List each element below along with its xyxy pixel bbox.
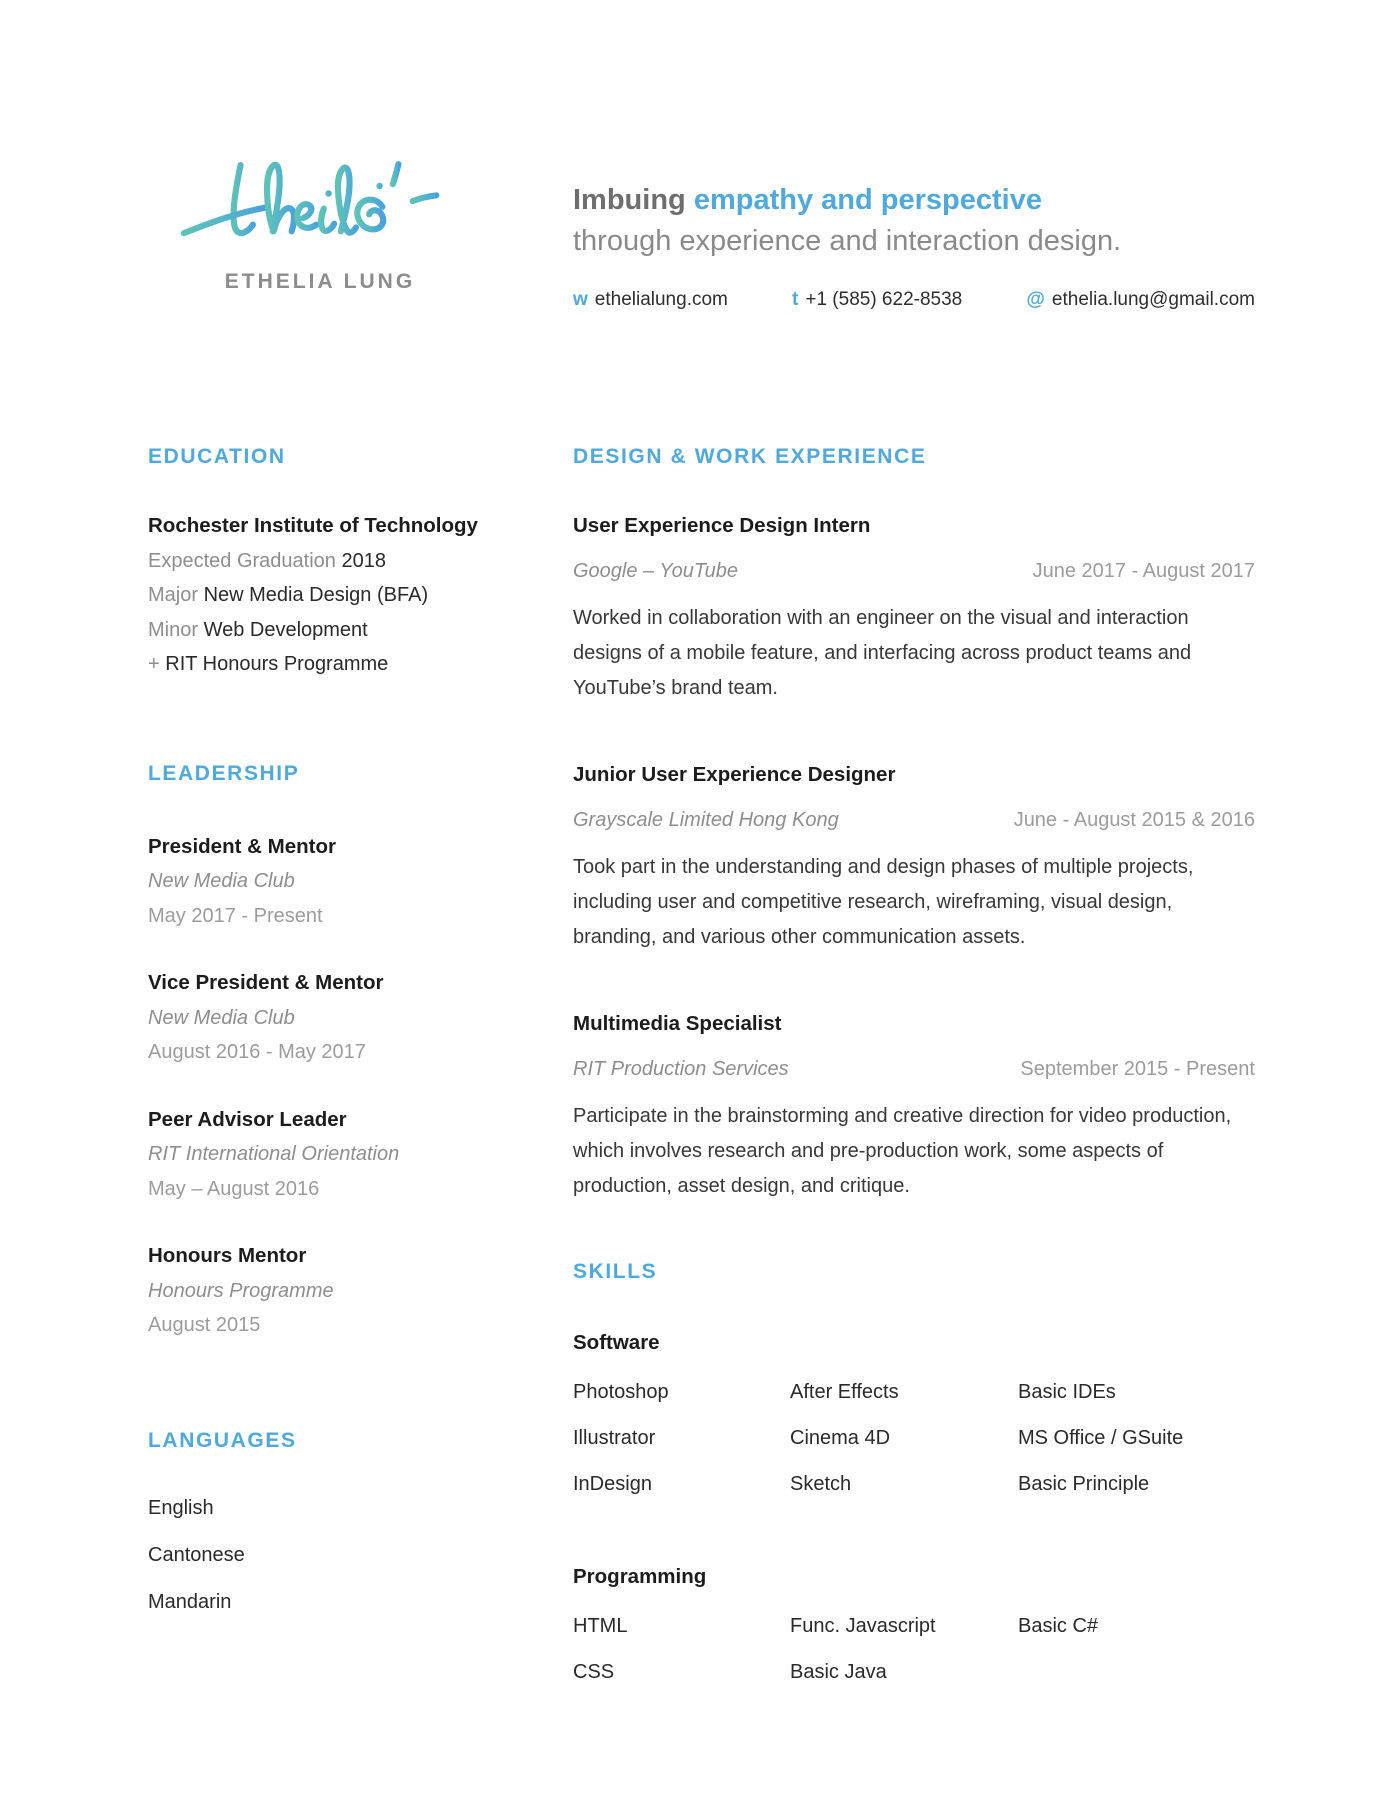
logo-letter-t [234,165,253,233]
job-org: RIT Production Services [573,1058,789,1080]
leadership-item [148,1239,520,1343]
skill-item: HTML [573,1615,628,1637]
logo-sparkle-icon [413,195,437,201]
education-row [148,613,520,648]
programming-skill-grid [573,1614,1255,1706]
website-icon: w [573,289,588,310]
headline [573,180,1255,221]
education-row [148,578,520,613]
languages-heading: LANGUAGES [148,1428,297,1452]
job-meta [573,1056,1255,1082]
job-title: Junior User Experience Designer [573,763,896,786]
job-description: Worked in collaboration with an engineer on the visual and interaction designs of a mobile feature, and interfacing across product teams and YouTube’s brand team. [573,607,1192,699]
skill-item: CSS [573,1661,615,1683]
job-dates: June 2017 - August 2017 [1032,560,1255,582]
job-dates: September 2015 - Present [1020,1058,1255,1080]
logo-sparkle-icon [393,164,399,184]
education-row-value: 2018 [341,549,386,572]
education-heading: EDUCATION [148,445,286,468]
languages-section [148,1429,520,1613]
intro-block [573,180,1255,311]
job-title: User Experience Design Intern [573,514,871,537]
leadership-title: Honours Mentor [148,1244,307,1267]
email-link[interactable]: ethelia.lung@gmail.com [1051,289,1255,310]
education-row-value: RIT Honours Programme [165,653,389,675]
headline-line2: through experience and interaction design. [573,225,1122,257]
phone-icon: t [792,289,799,310]
job-org: Google – YouTube [573,560,738,582]
logo-s-dot [376,183,382,189]
skill-item: Cinema 4D [790,1427,891,1449]
leadership-org: New Media Club [148,870,295,892]
contact-phone [792,289,962,311]
job-description: Took part in the understanding and design phases of multiple projects, including user and competitive research, wireframing, visual design, branding, and various other communication assets. [573,856,1194,948]
skill-item: Illustrator [573,1427,656,1449]
logo-i-dot [325,190,331,196]
brand-name: ETHELIA LUNG [224,270,416,293]
logo-letter-h [267,165,294,232]
leadership-item [148,830,520,934]
job-description: Participate in the brainstorming and creative direction for video production, which involves research and pre-production work, some aspects of production, asset design, and critique. [573,1105,1232,1197]
language-item: Mandarin [148,1590,232,1613]
leadership-item [148,1103,520,1207]
education-row-label: + [148,653,160,675]
education-row-value: Web Development [203,618,368,641]
leadership-item [148,966,520,1070]
leadership-org: Honours Programme [148,1279,334,1302]
job-entry [573,1011,1255,1204]
headline-blue-text: empathy and perspective [693,184,1042,216]
leadership-org: New Media Club [148,1006,295,1029]
email-icon: @ [1026,289,1045,310]
left-column [148,445,520,1613]
education-row-label: Major [148,584,199,606]
software-skill-grid [573,1380,1255,1518]
leadership-dates: August 2016 - May 2017 [148,1041,366,1063]
education-row-label: Expected Graduation [148,549,336,572]
leadership-org: RIT International Orientation [148,1143,400,1165]
logo-letter-s [357,200,383,230]
leadership-title: Vice President & Mentor [148,971,384,994]
brand [148,150,492,294]
education-school: Rochester Institute of Technology [148,514,478,537]
logo-letter-e [297,204,316,228]
education-details [148,509,520,682]
leadership-section [148,762,520,1343]
job-meta [573,558,1255,584]
skill-item: Sketch [790,1473,852,1495]
language-item: Cantonese [148,1543,245,1566]
website-link[interactable]: ethelialung.com [594,289,728,310]
contact-website [573,289,728,311]
skill-item: InDesign [573,1473,652,1495]
job-entry [573,513,1255,706]
phone-number: +1 (585) 622-8538 [805,289,963,310]
leadership-title: President & Mentor [148,834,336,858]
job-org: Grayscale Limited Hong Kong [573,809,839,831]
logo-letter-l [338,168,356,233]
skills-heading: SKILLS [573,1260,658,1283]
job-meta [573,807,1255,833]
skill-item: Basic Java [790,1661,887,1683]
job-dates: June - August 2015 & 2016 [1013,809,1255,831]
skill-item: Basic Principle [1018,1473,1150,1495]
experience-section [573,445,1255,1204]
education-row [148,647,520,682]
education-row [148,544,520,579]
education-section [148,445,520,682]
education-row-label: Minor [148,618,199,641]
skills-group-software: Software [573,1331,660,1354]
language-item: English [148,1496,214,1519]
job-title: Multimedia Specialist [573,1012,782,1035]
skill-item: Basic C# [1018,1615,1099,1637]
contact-row [573,289,1255,311]
skill-item: Func. Javascript [790,1615,936,1637]
skills-group-programming: Programming [573,1565,707,1588]
skills-section [573,1260,1255,1706]
leadership-title: Peer Advisor Leader [148,1107,347,1131]
right-column [573,445,1255,1706]
leadership-dates: May 2017 - Present [148,904,323,927]
experience-heading: DESIGN & WORK EXPERIENCE [573,445,927,468]
skill-item: After Effects [790,1381,899,1403]
education-row-value: New Media Design (BFA) [203,584,429,606]
skill-item: Basic IDEs [1018,1381,1116,1403]
skill-item: Photoshop [573,1381,669,1403]
logo-letter-i [321,209,334,231]
leadership-dates: August 2015 [148,1314,261,1336]
skill-item: MS Office / GSuite [1018,1427,1184,1449]
job-entry [573,762,1255,955]
leadership-dates: May – August 2016 [148,1177,320,1200]
headline-dark-text: Imbuing [573,184,686,216]
theils-script-logo [170,150,470,254]
leadership-heading: LEADERSHIP [148,761,300,785]
contact-email [1026,289,1255,311]
